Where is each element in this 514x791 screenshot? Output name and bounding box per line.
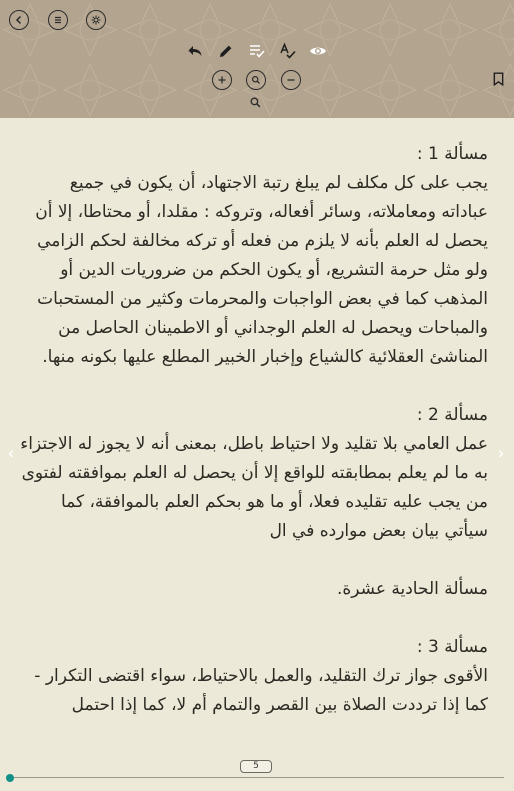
masala-1-body: يجب على كل مكلف لم يبلغ رتبة الاجتهاد، أن يكون في جميع عباداته ومعاملاته، وسائر أفعاله، وتروكه : مقلدا، أو محتاطا، إلا أن يحصل له العلم بأنه لا يلزم من فعله أو تركه مخالفة لحكم الزامي ولو مثل حرمة التشريع، أو يكون الحكم من ضروريات الدين أو المذهب كما في بعض الواجبات والمحرمات وكثير من المستحبات والمباحات ويحصل له العلم الوجداني أو الاطمينان الحاصل من المناشئ العقلائية كالشياع وإخبار الخبير المطلع عليها بكونه منها. (35, 173, 488, 367)
masala-3-body: الأقوى جواز ترك التقليد، والعمل بالاحتياط، سواء اقتضى التكرار - كما إذا ترددت الصلاة بين القصر والتمام أم لا، كما إذا احتمل (34, 666, 488, 715)
chevron-left-icon (13, 14, 25, 26)
masala-1-title: مسألة 1 : (416, 144, 488, 164)
undo-button[interactable] (184, 40, 206, 62)
masala-2 (18, 401, 488, 546)
zoom-in-button[interactable] (212, 70, 232, 90)
menu-lines-icon (52, 14, 64, 26)
reader-toolbar (0, 0, 514, 118)
page-content (0, 118, 514, 765)
checklist-button[interactable] (246, 40, 268, 62)
masala-1 (18, 140, 488, 372)
masala-3 (18, 633, 488, 720)
zoom-out-button[interactable] (281, 70, 301, 90)
search-button[interactable] (245, 93, 265, 111)
page-number-badge: 5 (240, 760, 272, 773)
zoom-out-icon (285, 74, 297, 86)
settings-gear-icon (90, 14, 102, 26)
bookmark-icon (491, 71, 506, 87)
masala-2-title: مسألة 2 : (416, 405, 488, 425)
prev-page-arrow[interactable]: ‹ (7, 443, 15, 464)
masala-2-body: عمل العامي بلا تقليد ولا احتياط باطل، بمعنى أنه لا يجوز له الاجتزاء به ما لم يعلم بمطابقته للواقع إلا أن يحصل له العلم بموافقته لفتوى من يجب عليه تقليده فعلا، أو ما هو بحكم العلم بالموافقة، كما سيأتي بيان بعض موارده في ال (20, 434, 488, 541)
progress-knob[interactable] (6, 774, 14, 782)
menu-button[interactable] (48, 10, 68, 30)
next-page-arrow[interactable]: › (497, 443, 505, 464)
settings-button[interactable] (86, 10, 106, 30)
spell-check-icon (279, 42, 297, 60)
masala-3-title: مسألة 3 : (416, 637, 488, 657)
pen-button[interactable] (215, 40, 237, 62)
progress-track[interactable] (10, 777, 504, 778)
zoom-in-icon (216, 74, 228, 86)
list-check-icon (248, 42, 266, 60)
bookmark-button[interactable] (487, 68, 509, 90)
back-button[interactable] (9, 10, 29, 30)
eye-icon (309, 42, 327, 60)
masala-eleventh: مسألة الحادية عشرة. (336, 579, 488, 599)
spellcheck-button[interactable] (277, 40, 299, 62)
zoom-reset-button[interactable] (246, 70, 266, 90)
search-icon (249, 96, 262, 109)
search-zoom-icon (250, 74, 262, 86)
pencil-icon (217, 42, 235, 60)
view-button[interactable] (307, 40, 329, 62)
reply-arrow-icon (186, 42, 204, 60)
